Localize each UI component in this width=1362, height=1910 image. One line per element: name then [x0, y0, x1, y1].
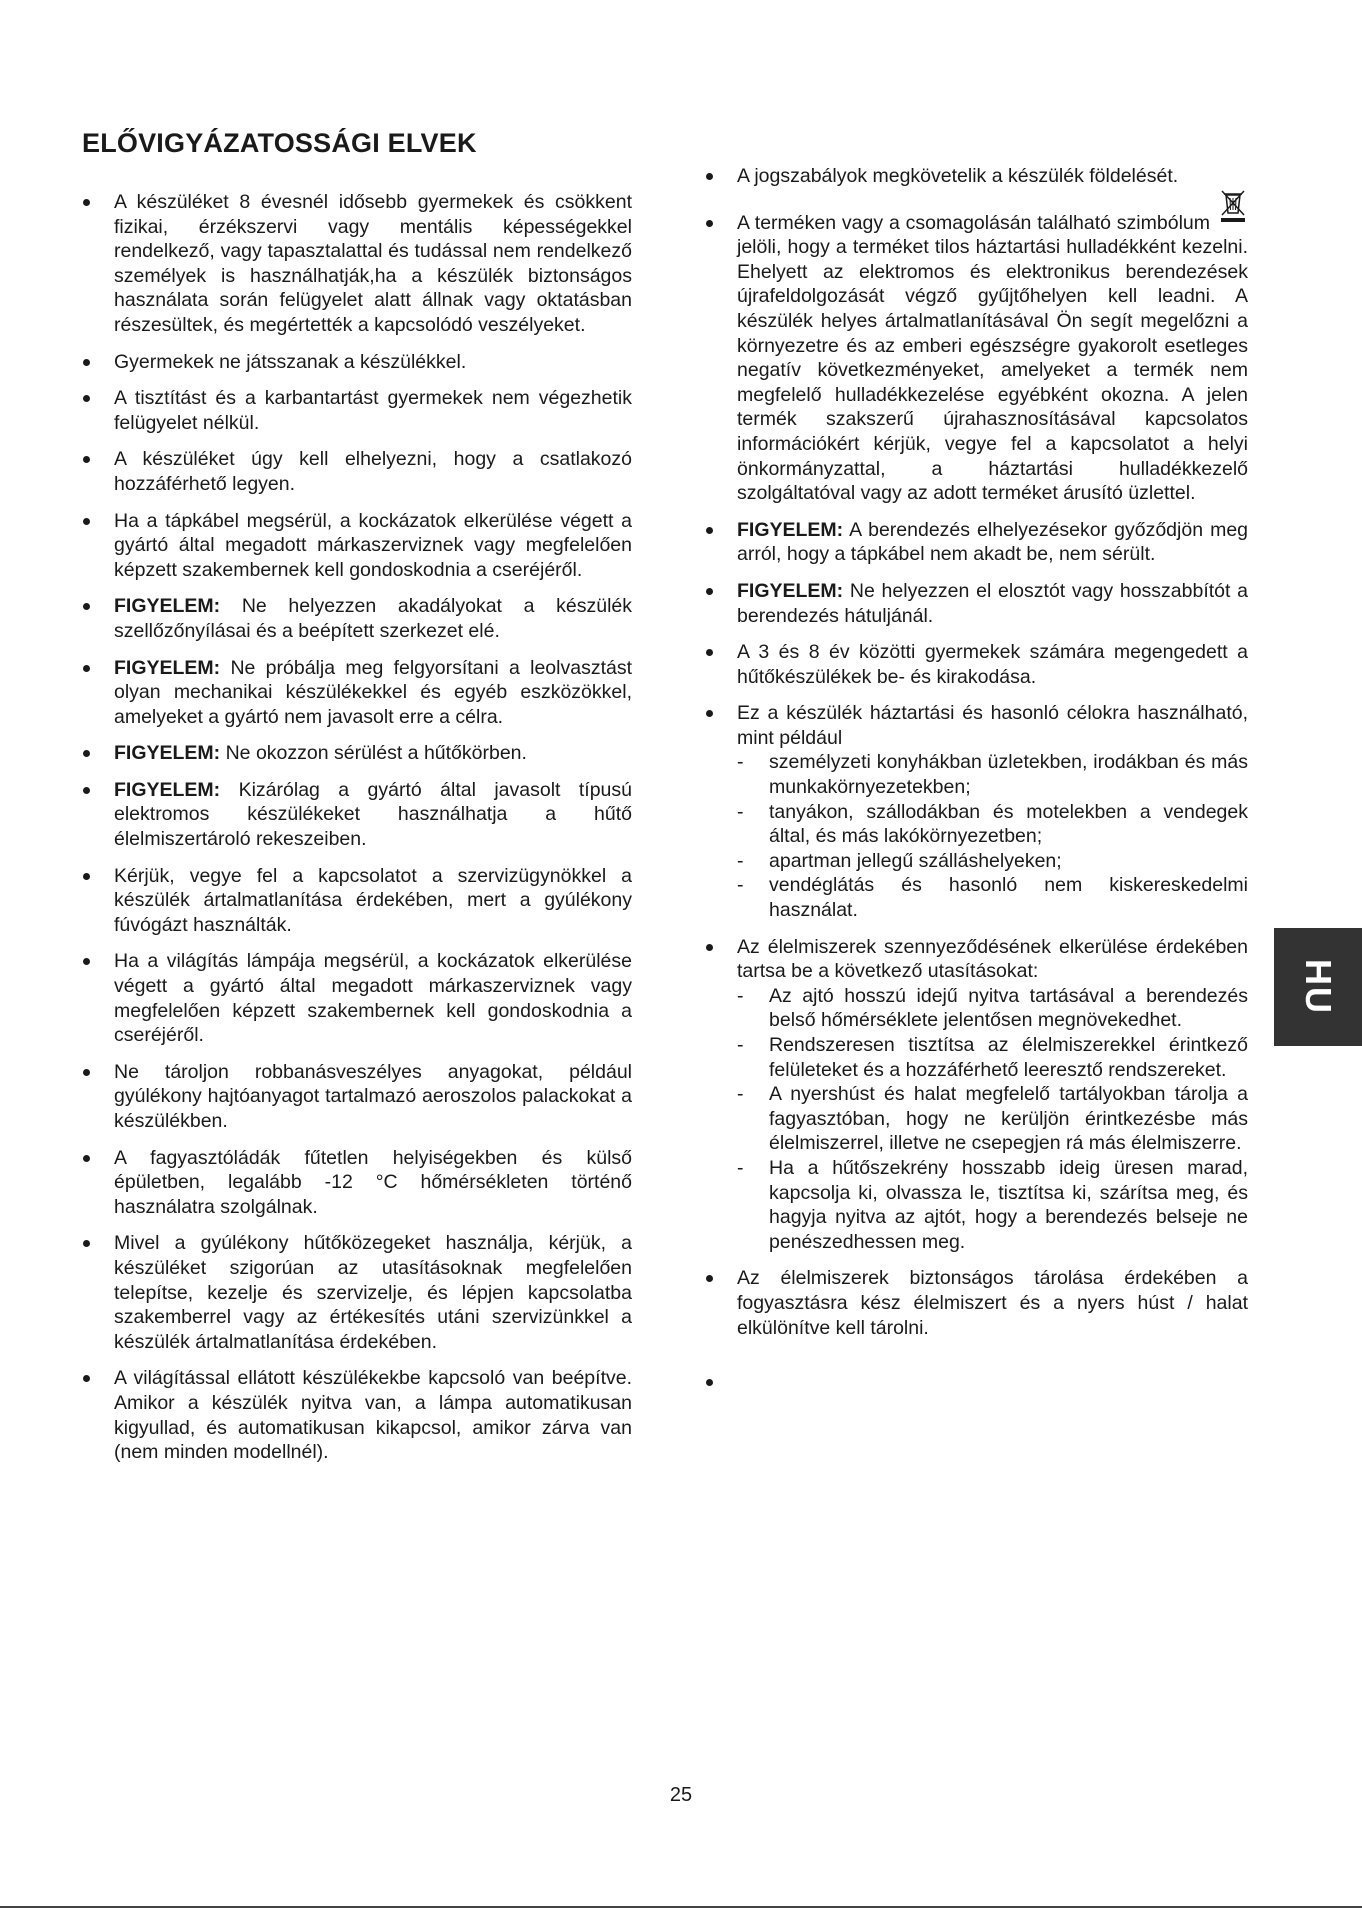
warning-label: FIGYELEM: — [737, 518, 844, 541]
list-item: A készüléket 8 évesnél idősebb gyermekek és csökkent fizikai, érzékszervi vagy mentális képességekkel rendelkező, vagy tapasztalattal és tudással nem rendelkező személyek is használhatják,ha a készülék biztonságos használata során felügyelet alatt állnak vagy oktatásban részesültek, és megértették a kapcsolódó veszélyeket. — [80, 190, 632, 338]
list-item: Kérjük, vegye fel a kapcsolatot a szervizügynökkel a készülék ártalmatlanítása érdekében, mert a gyúlékony fúvógázt használták. — [80, 864, 632, 938]
sub-list-item: - tanyákon, szállodákban és motelekben a vendegek által, és más lakókörnyezetben; — [737, 800, 1248, 849]
list-item: Ez a készülék háztartási és hasonló célokra használható, mint például - személyzeti konyhákban üzletekben, irodákban és más munkakörnyezetekben; - tanyákon, szállodákban és motelekben a vendegek által, és más lakókörnyezetben; - apartman jellegű szálláshelyeken; - vendéglátás és hasonló nem kiskereskedelmi használat. — [703, 701, 1248, 922]
list-item: A terméken vagy a csomagolásán található szimbólum jelöli, hogy a terméket tilos háztartási hulladékként kezelni. Ehelyett az elektromos és elektronikus berendezések újrafeldolgozását végző gyűjtőhelyen kell leadni. A készülék helyes ártalmatlanításával Ön segít megelőzni a környezetre és az emberi egészségre gyakorolt esetleges negatív következményeket, amelyeket a termék nem megfelelő hulladékkezelése egyébként okozna. A jelen termék szakszerű újrahasznosításával kapcsolatos információkért kérjük, vegye fel a kapcsolatot a helyi önkormányzattal, a háztartási hulladékkezelő szolgáltatóval vagy az adott terméket árusító üzlettel. — [703, 211, 1248, 506]
list-item: A világítással ellátott készülékekbe kapcsoló van beépítve. Amikor a készülék nyitva van, a lámpa automatikusan kigyullad, és automatikusan kikapcsol, amikor zárva van (nem minden modellnél). — [80, 1366, 632, 1464]
list-item: A fagyasztóládák fűtetlen helyiségekben és külső épületben, legalább -12 °C hőmérsékleten történő használatra szolgálnak. — [80, 1146, 632, 1220]
list-item: FIGYELEM: A berendezés elhelyezésekor győződjön meg arról, hogy a tápkábel nem akadt be, nem sérült. — [703, 518, 1248, 567]
sub-list-item: - személyzeti konyhákban üzletekben, irodákban és más munkakörnyezetekben; — [737, 750, 1248, 799]
language-tab — [1274, 928, 1362, 1046]
sub-list-item: - Az ajtó hosszú idejű nyitva tartásával a berendezés belső hőmérséklete jelentősen megnövekedhet. — [737, 984, 1248, 1033]
bottom-rule — [0, 1906, 1362, 1908]
sub-list-item: - Ha a hűtőszekrény hosszabb ideig üresen marad, kapcsolja ki, olvassza le, tisztítsa ki, szárítsa meg, és hagyja nyitva az ajtót, hogy a berendezés belseje ne penészedhessen meg. — [737, 1156, 1248, 1254]
list-item: FIGYELEM: Ne okozzon sérülést a hűtőkörben. — [80, 741, 632, 766]
contamination-sublist — [737, 984, 1248, 1255]
sub-list-item: - apartman jellegű szálláshelyeken; — [737, 849, 1248, 874]
right-column-list — [703, 164, 1248, 1406]
warning-label: FIGYELEM: — [114, 595, 221, 618]
list-item: FIGYELEM: Ne próbálja meg felgyorsítani a leolvasztást olyan mechanikai készülékekkel és egyéb eszközökkel, amelyeket a gyártó nem javasolt erre a célra. — [80, 656, 632, 730]
sub-list-item: - vendéglátás és hasonló nem kiskereskedelmi használat. — [737, 873, 1248, 922]
left-column-list — [80, 190, 632, 1477]
list-item: A tisztítást és a karbantartást gyermekek nem végezhetik felügyelet nélkül. — [80, 386, 632, 435]
empty-list-item — [703, 1370, 1248, 1394]
sub-list-item: - A nyershúst és halat megfelelő tartályokban tárolja a fagyasztóban, hogy ne kerüljön érintkezésbe más élelmiszerrel, illetve ne csepegjen rá más élelmiszerre. — [737, 1082, 1248, 1156]
list-item: Ha a tápkábel megsérül, a kockázatok elkerülése végett a gyártó által megadott márkaszerviznek vagy megfelelően képzett szakembernek kell gondoskodnia a cseréjéről. — [80, 509, 632, 583]
page-number: 25 — [669, 1784, 693, 1806]
warning-label: FIGYELEM: — [737, 579, 844, 602]
list-item: Gyermekek ne játsszanak a készülékkel. — [80, 350, 632, 375]
language-tab-label: HU — [1298, 959, 1339, 1015]
list-item: Az élelmiszerek biztonságos tárolása érdekében a fogyasztásra kész élelmiszert és a nyers húst / halat elkülönítve kell tárolni. — [703, 1266, 1248, 1340]
list-item: A 3 és 8 év közötti gyermekek számára megengedett a hűtőkészülékek be- és kirakodása. — [703, 640, 1248, 689]
list-item: A jogszabályok megkövetelik a készülék földelését. — [703, 164, 1248, 189]
list-item: Ne tároljon robbanásveszélyes anyagokat, például gyúlékony hajtóanyagot tartalmazó aeroszolos palackokat a készülékben. — [80, 1060, 632, 1134]
list-item: FIGYELEM: Ne helyezzen el elosztót vagy hosszabbítót a berendezés hátuljánál. — [703, 579, 1248, 628]
list-item: FIGYELEM: Kizárólag a gyártó által javasolt típusú elektromos készülékeket használhatja a hűtő élelmiszertároló rekeszeiben. — [80, 778, 632, 852]
crossed-bin-icon — [1218, 189, 1248, 223]
page-title: ELŐVIGYÁZATOSSÁGI ELVEK — [82, 128, 477, 158]
warning-label: FIGYELEM: — [114, 778, 221, 801]
list-item: Mivel a gyúlékony hűtőközegeket használja, kérjük, a készüléket szigorúan az utasításoknak megfelelően telepítse, kezelje és szervizelje, és lépjen kapcsolatba szakemberrel vagy az értékesítés utáni szervizünkkel a készülék ártalmatlanítása érdekében. — [80, 1231, 632, 1354]
list-item: FIGYELEM: Ne helyezzen akadályokat a készülék szellőzőnyílásai és a beépített szerkezet elé. — [80, 594, 632, 643]
sub-list-item: - Rendszeresen tisztítsa az élelmiszerekkel érintkező felületeket és a hozzáférhető leeresztő rendszereket. — [737, 1033, 1248, 1082]
warning-label: FIGYELEM: — [114, 656, 221, 679]
warning-label: FIGYELEM: — [114, 742, 221, 765]
list-item: Az élelmiszerek szennyeződésének elkerülése érdekében tartsa be a következő utasításokat: - Az ajtó hosszú idejű nyitva tartásával a berendezés belső hőmérséklete jelentősen megnövekedhet. - Rendszeresen tisztítsa az élelmiszerekkel érintkező felületeket és a hozzáférhető leeresztő rendszereket. - A nyershúst és halat megfelelő tartályokban tárolja a fagyasztóban, hogy ne kerüljön érintkezésbe más élelmiszerrel, illetve ne csepegjen rá más élelmiszerre. - Ha a hűtőszekrény hosszabb ideig üresen marad, kapcsolja ki, olvassza le, tisztítsa ki, szárítsa meg, és hagyja nyitva az ajtót, hogy a berendezés belseje ne penészedhessen meg. — [703, 935, 1248, 1255]
usage-sublist — [737, 750, 1248, 922]
list-item: Ha a világítás lámpája megsérül, a kockázatok elkerülése végett a gyártó által megadott márkaszerviznek vagy megfelelően képzett szakembernek kell gondoskodnia a cseréjéről. — [80, 949, 632, 1047]
list-item: A készüléket úgy kell elhelyezni, hogy a csatlakozó hozzáférhető legyen. — [80, 447, 632, 496]
